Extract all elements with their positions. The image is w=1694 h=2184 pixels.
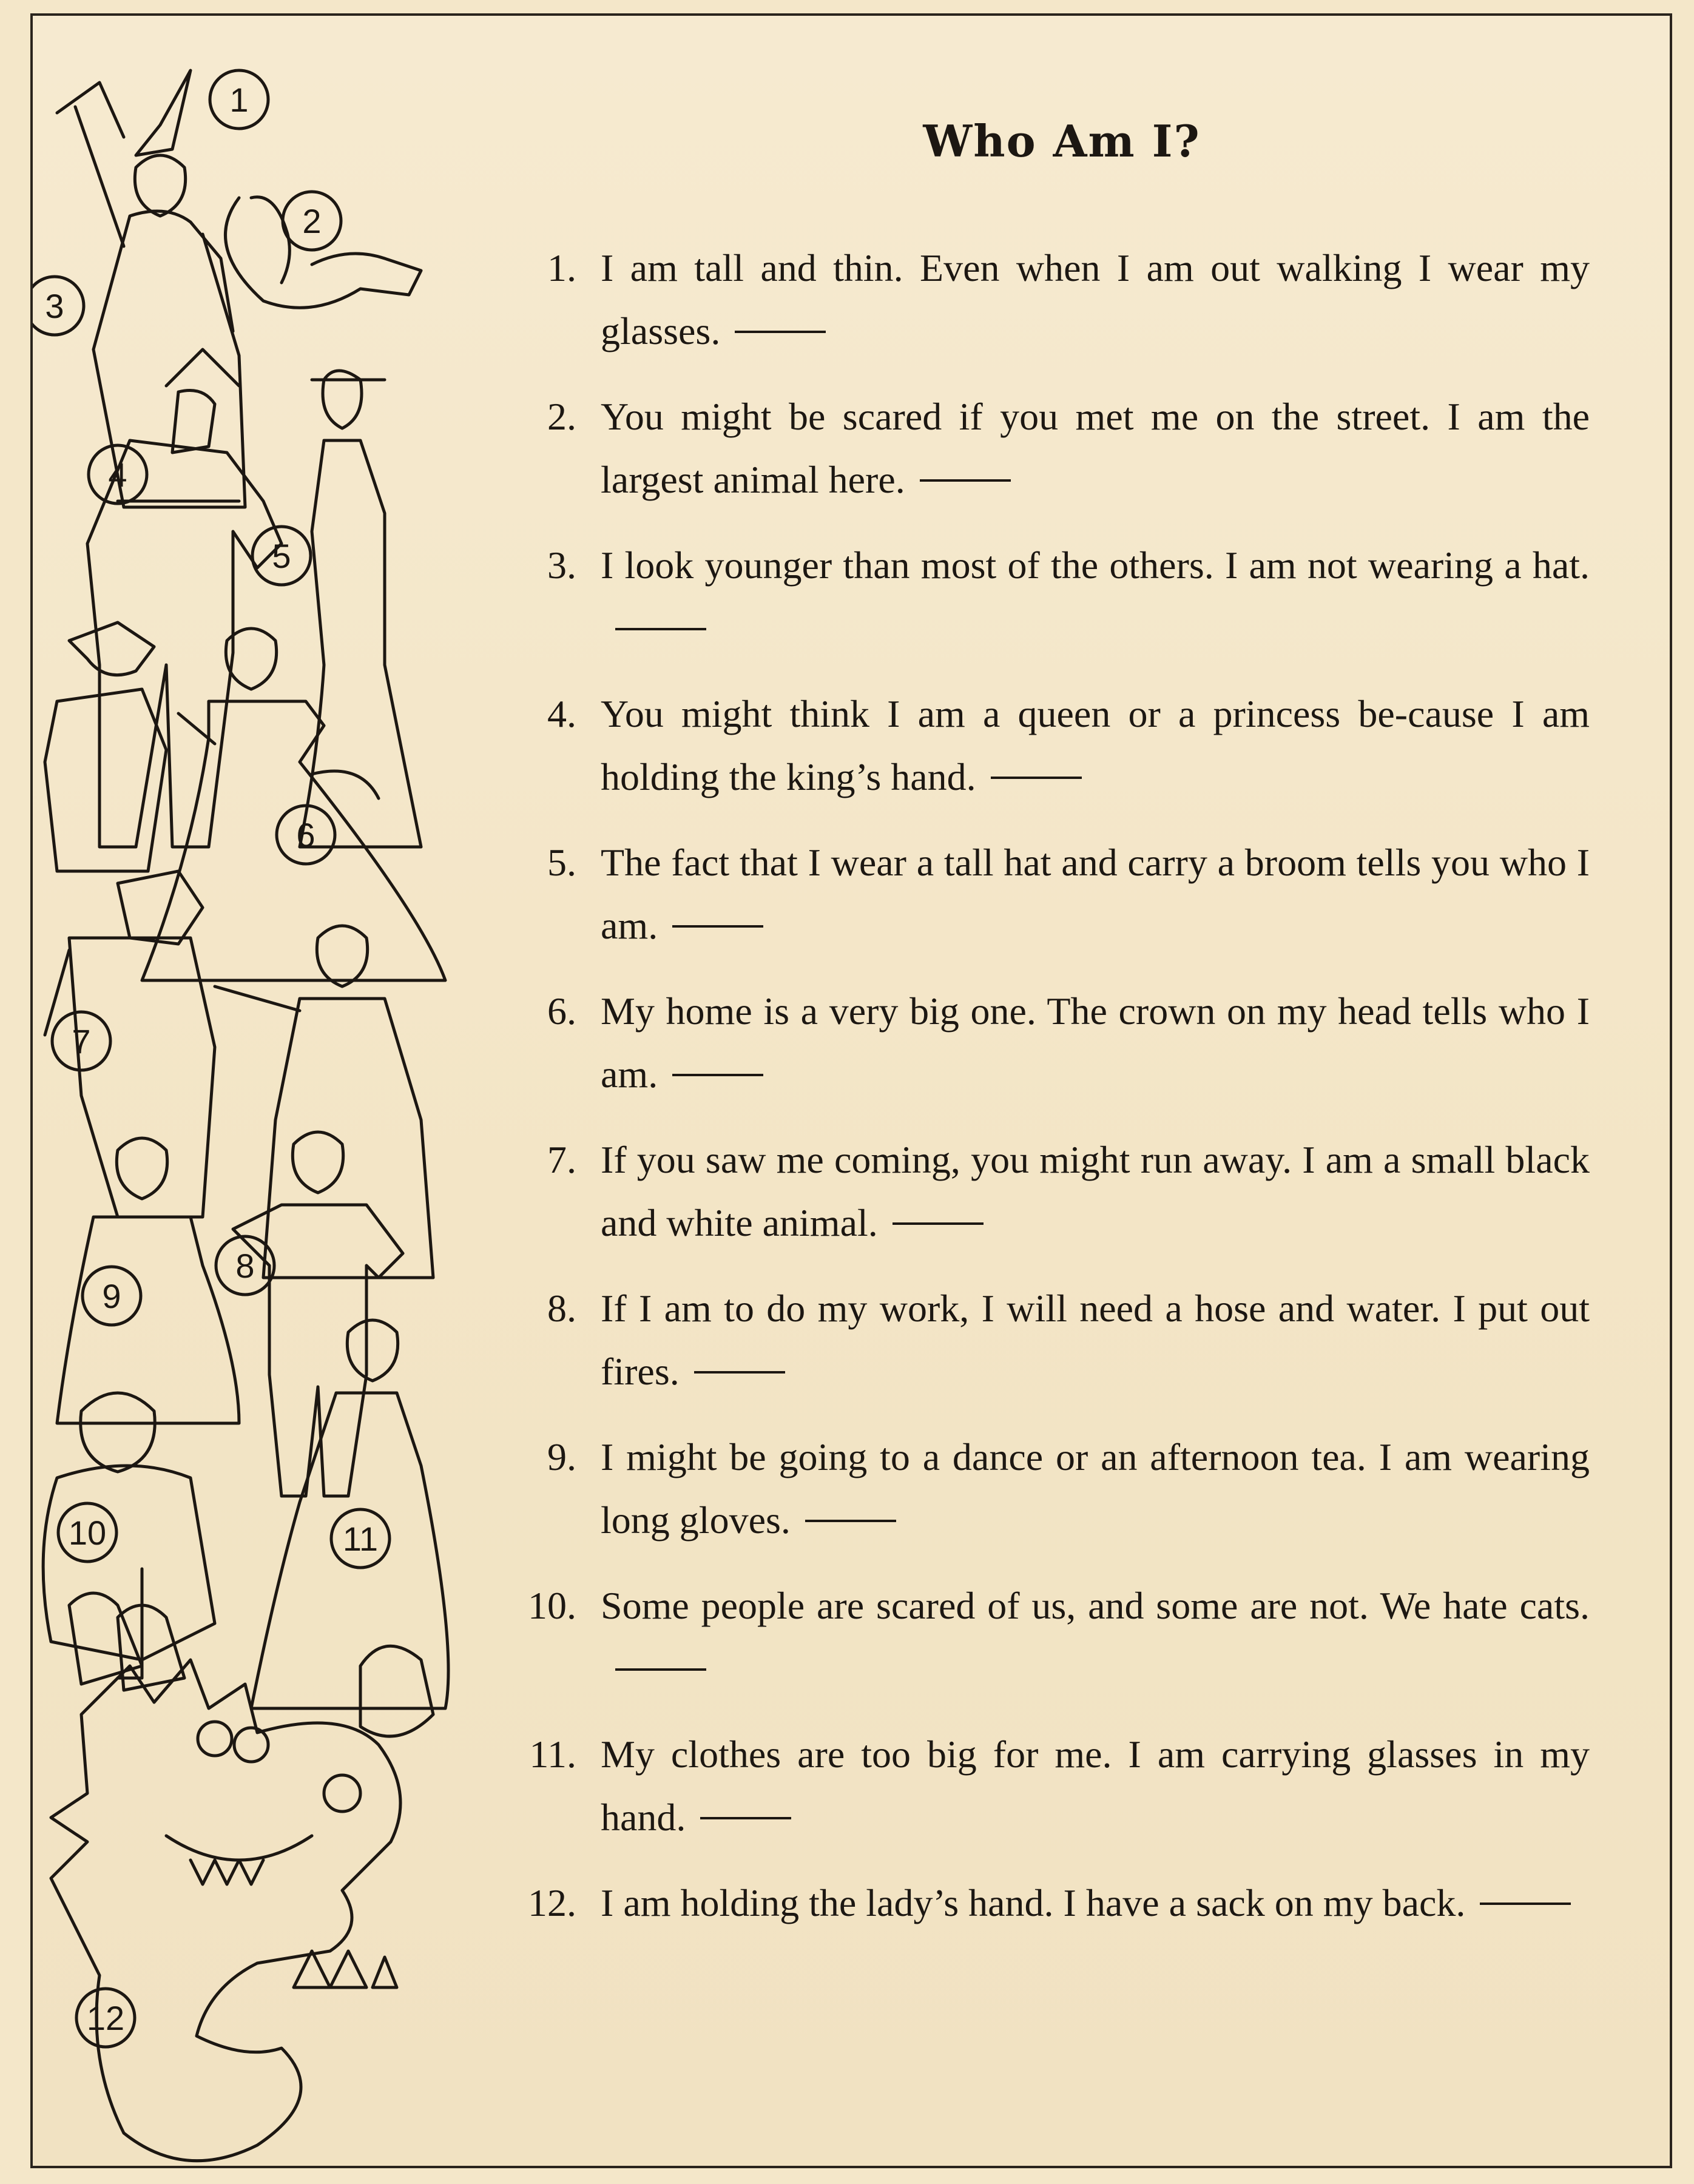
question-number: 1. xyxy=(547,246,576,289)
question-text: I am tall and thin. Even when I am out walking I wear my glasses. xyxy=(601,246,1590,352)
answer-blank[interactable] xyxy=(615,1668,706,1671)
question-number: 8. xyxy=(547,1287,576,1330)
question-text: Some people are scared of us, and some are not. We hate cats. xyxy=(601,1574,1590,1700)
marker-label-3: 3 xyxy=(45,287,64,325)
character-illustration xyxy=(33,16,457,2163)
question-text: If I am to do my work, I will need a hose and water. I put out fires. xyxy=(601,1287,1590,1393)
question-number: 9. xyxy=(547,1435,576,1478)
question-item xyxy=(504,237,1596,385)
question-number: 6. xyxy=(547,989,576,1033)
answer-blank[interactable] xyxy=(893,1222,984,1225)
number-markers xyxy=(33,70,390,2047)
answer-blank[interactable] xyxy=(672,1074,763,1076)
dragon-figure xyxy=(51,1660,400,2161)
boy-figure xyxy=(45,622,166,871)
marker-label-7: 7 xyxy=(72,1022,91,1060)
marker-label-2: 2 xyxy=(302,202,322,240)
marker-label-5: 5 xyxy=(272,537,291,575)
girl-figure xyxy=(57,1138,239,1423)
answer-blank[interactable] xyxy=(694,1371,785,1373)
question-text: You might think I am a queen or a princess be-cause I am holding the king’s hand. xyxy=(601,692,1590,798)
question-text: The fact that I wear a tall hat and carry a broom tells you who I am. xyxy=(601,841,1590,947)
question-text: My clothes are too big for me. I am carrying glasses in my hand. xyxy=(601,1733,1590,1839)
mice-figure xyxy=(69,1593,184,1690)
question-number: 4. xyxy=(547,692,576,735)
question-number: 2. xyxy=(547,395,576,438)
question-text: I might be going to a dance or an afternoon tea. I am wearing long gloves. xyxy=(601,1435,1590,1542)
question-list xyxy=(504,237,1596,2020)
question-text: You might be scared if you met me on the street. I am the largest animal here. xyxy=(601,395,1590,501)
question-number: 3. xyxy=(547,544,576,587)
lady-with-cap xyxy=(251,1320,448,1708)
rooster-figure xyxy=(360,1646,433,1736)
queen-figure xyxy=(300,371,421,847)
question-item xyxy=(504,831,1596,980)
marker-label-6: 6 xyxy=(296,816,316,854)
skunk-figure xyxy=(226,197,422,308)
question-number: 12. xyxy=(528,1881,576,1924)
answer-blank[interactable] xyxy=(735,331,826,333)
marker-label-4: 4 xyxy=(108,456,127,494)
question-text: My home is a very big one. The crown on my head tells who I am. xyxy=(601,989,1590,1096)
answer-blank[interactable] xyxy=(615,628,706,630)
marker-label-8: 8 xyxy=(235,1247,255,1285)
question-text: I look younger than most of the others. I am not wearing a hat. xyxy=(601,534,1590,660)
question-text: I am holding the lady’s hand. I have a sack on my back. xyxy=(601,1872,1590,1935)
question-item xyxy=(504,1723,1596,1872)
page-title: Who Am I? xyxy=(923,115,1201,167)
answer-blank[interactable] xyxy=(920,479,1011,482)
answer-blank[interactable] xyxy=(991,777,1082,779)
question-item xyxy=(504,385,1596,534)
question-number: 7. xyxy=(547,1138,576,1181)
marker-label-11: 11 xyxy=(342,1520,379,1558)
question-item xyxy=(504,1872,1596,2020)
question-item xyxy=(504,1426,1596,1574)
answer-blank[interactable] xyxy=(672,925,763,928)
question-item xyxy=(504,980,1596,1128)
question-number: 5. xyxy=(547,841,576,884)
marker-label-12: 12 xyxy=(86,1999,125,2037)
question-number: 10. xyxy=(528,1584,576,1627)
answer-blank[interactable] xyxy=(1480,1903,1571,1905)
answer-blank[interactable] xyxy=(805,1520,896,1522)
marker-label-10: 10 xyxy=(68,1514,107,1552)
question-item xyxy=(504,1574,1596,1723)
marker-label-9: 9 xyxy=(102,1277,121,1315)
question-item xyxy=(504,1128,1596,1277)
question-text: If you saw me coming, you might run away. I am a small black and white animal. xyxy=(601,1138,1590,1244)
man-with-sack xyxy=(45,871,215,1217)
question-item xyxy=(504,682,1596,831)
marker-label-1: 1 xyxy=(229,81,249,119)
fireman-figure xyxy=(233,1132,403,1496)
answer-blank[interactable] xyxy=(700,1817,791,1819)
question-number: 11. xyxy=(529,1733,576,1776)
lady-with-apron xyxy=(215,926,433,1278)
king-figure xyxy=(87,349,282,847)
question-item xyxy=(504,1277,1596,1426)
question-item xyxy=(504,534,1596,682)
